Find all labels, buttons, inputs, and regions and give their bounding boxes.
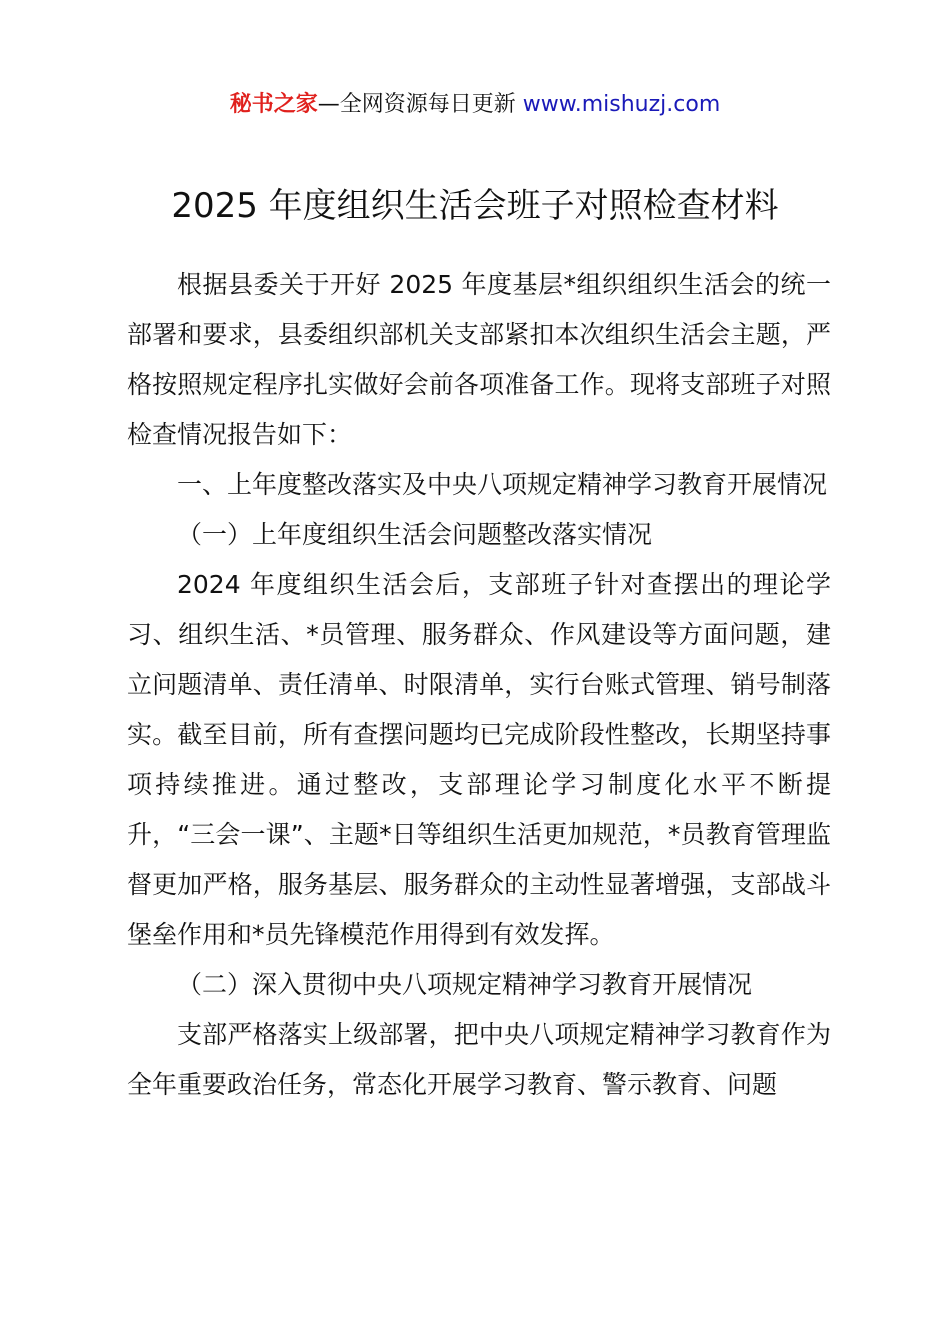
document-body bbox=[127, 260, 831, 1110]
section-heading-1: 一、上年度整改落实及中央八项规定精神学习教育开展情况 bbox=[177, 470, 828, 499]
brand-name: 秘书之家 bbox=[229, 92, 318, 117]
subsection-heading-1: （一）上年度组织生活会问题整改落实情况 bbox=[177, 520, 653, 549]
paragraph-study-education: 支部严格落实上级部署，把中央八项规定精神学习教育作为全年重要政治任务，常态化开展学习教育、警示教育、问题 bbox=[127, 1020, 831, 1099]
document-title: 2025 年度组织生活会班子对照检查材料 bbox=[171, 186, 779, 226]
paragraph-intro: 根据县委关于开好 2025 年度基层*组织组织生活会的统一部署和要求，县委组织部机关支部紧扣本次组织生活会主题，严格按照规定程序扎实做好会前各项准备工作。现将支部班子对照检查情况报告如下： bbox=[127, 270, 831, 449]
paragraph-rectification: 2024 年度组织生活会后，支部班子针对查摆出的理论学习、组织生活、*员管理、服务群众、作风建设等方面问题，建立问题清单、责任清单、时限清单，实行台账式管理、销号制落实。截至目前，所有查摆问题均已完成阶段性整改，长期坚持事项持续推进。通过整改，支部理论学习制度化水平不断提升，“三会一课”、主题*日等组织生活更加规范，*员教育管理监督更加严格，服务基层、服务群众的主动性显著增强，支部战斗堡垒作用和*员先锋模范作用得到有效发挥。 bbox=[127, 570, 831, 949]
header-tagline: —全网资源每日更新 bbox=[317, 92, 516, 117]
subsection-heading-2: （二）深入贯彻中央八项规定精神学习教育开展情况 bbox=[177, 970, 753, 999]
site-url: www.mishuzj.com bbox=[522, 92, 721, 117]
watermark-header bbox=[0, 88, 950, 122]
